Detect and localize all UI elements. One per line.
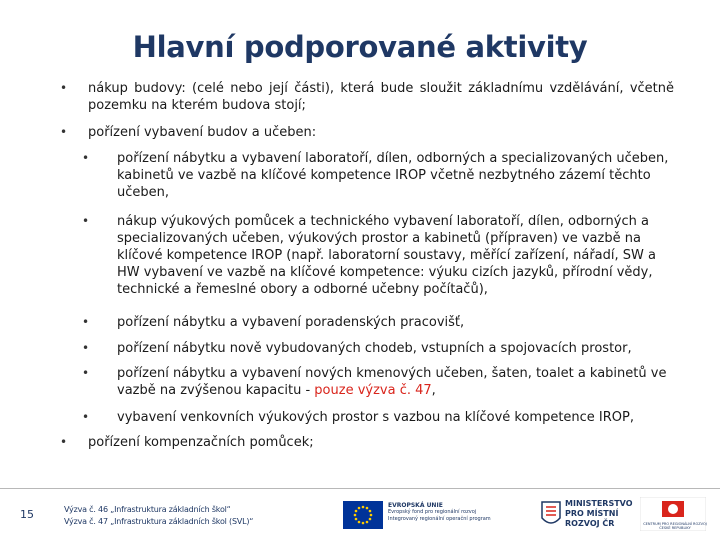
footer-call-47: Výzva č. 47 „Infrastruktura základních škol (SVL)“ [64, 517, 254, 526]
bullet: • [82, 366, 90, 380]
footer-divider [0, 488, 720, 489]
eu-program: Integrovaný regionální operační program [388, 516, 491, 522]
bullet: • [60, 125, 68, 139]
call-47-highlight: pouze výzva č. 47 [314, 383, 432, 398]
bullet: • [60, 81, 68, 95]
item-text: pořízení nábytku a vybavení nových kmenových učeben, šaten, toalet a kabinetů ve vazbě na zvýšenou kapacitu - [117, 366, 667, 398]
list-item-building-purchase [88, 80, 674, 114]
crr-line-2: ČESKÉ REPUBLIKY [659, 526, 691, 530]
sub-item-teaching-aids: nákup výukových pomůcek a technického vybavení laboratoří, dílen, odborných a specializovaných učeben, výukových prostor a kabinetů (přípraven) ve vazbě na klíčové kompetence IROP (např. laboratorní soustavy, měřící zařízení, nářadí, SW a HW vybavení ve vazbě na klíčové kompetence: výuku cizích jazyků, přírodní vědy, technické a řemeslné obory a odborné učebny počítačů), [117, 214, 656, 297]
eu-fund: Evropský fond pro regionální rozvoj [388, 509, 477, 515]
ms-line-3: ROZVOJ ČR [565, 519, 615, 528]
bullet: • [60, 435, 68, 449]
ministry-logo-icon [540, 500, 562, 530]
bullet: • [82, 214, 90, 228]
footer-call-46: Výzva č. 46 „Infrastruktura základních škol“ [64, 505, 231, 514]
footer-calls [64, 504, 253, 528]
bullet: • [82, 315, 90, 329]
page-number: 15 [20, 508, 34, 521]
item-tail: , [431, 383, 436, 398]
crr-label [642, 522, 708, 530]
bullet: • [82, 341, 90, 355]
eu-head: EVROPSKÁ UNIE [388, 502, 443, 509]
eu-flag-icon [343, 501, 383, 529]
bullet: • [82, 410, 90, 424]
crr-line-1: CENTRUM PRO REGIONÁLNÍ ROZVOJ [643, 522, 707, 526]
list-item-equipment: pořízení vybavení budov a učeben: [88, 125, 317, 140]
eu-label [388, 502, 498, 523]
sub-item-outdoor: vybavení venkovních výukových prostor s vazbou na klíčové kompetence IROP, [117, 410, 635, 425]
bullet: • [82, 151, 90, 165]
list-item-compensation-aids: pořízení kompenzačních pomůcek; [88, 435, 314, 450]
ministry-label [565, 499, 633, 529]
sub-item-furniture-labs: pořízení nábytku a vybavení laboratoří, dílen, odborných a specializovaných učeben, kabinetů ve vazbě na klíčové kompetence IROP včetně nezbytného zázemí těchto učeben, [117, 151, 669, 200]
sub-item-classrooms [117, 365, 677, 399]
item-prefix: nákup budovy: [88, 81, 186, 96]
slide-title: Hlavní podporované aktivity [132, 30, 588, 64]
ms-line-1: MINISTERSTVO [565, 499, 633, 508]
sub-item-corridors: pořízení nábytku nově vybudovaných chodeb, vstupních a spojovacích prostor, [117, 341, 632, 356]
ms-line-2: PRO MÍSTNÍ [565, 509, 619, 518]
sub-item-counseling: pořízení nábytku a vybavení poradenských pracovišť, [117, 315, 465, 330]
item-text: (celé nebo její části), která bude sloužit základnímu vzdělávání, včetně pozemku na kterém budova stojí; [88, 81, 674, 113]
